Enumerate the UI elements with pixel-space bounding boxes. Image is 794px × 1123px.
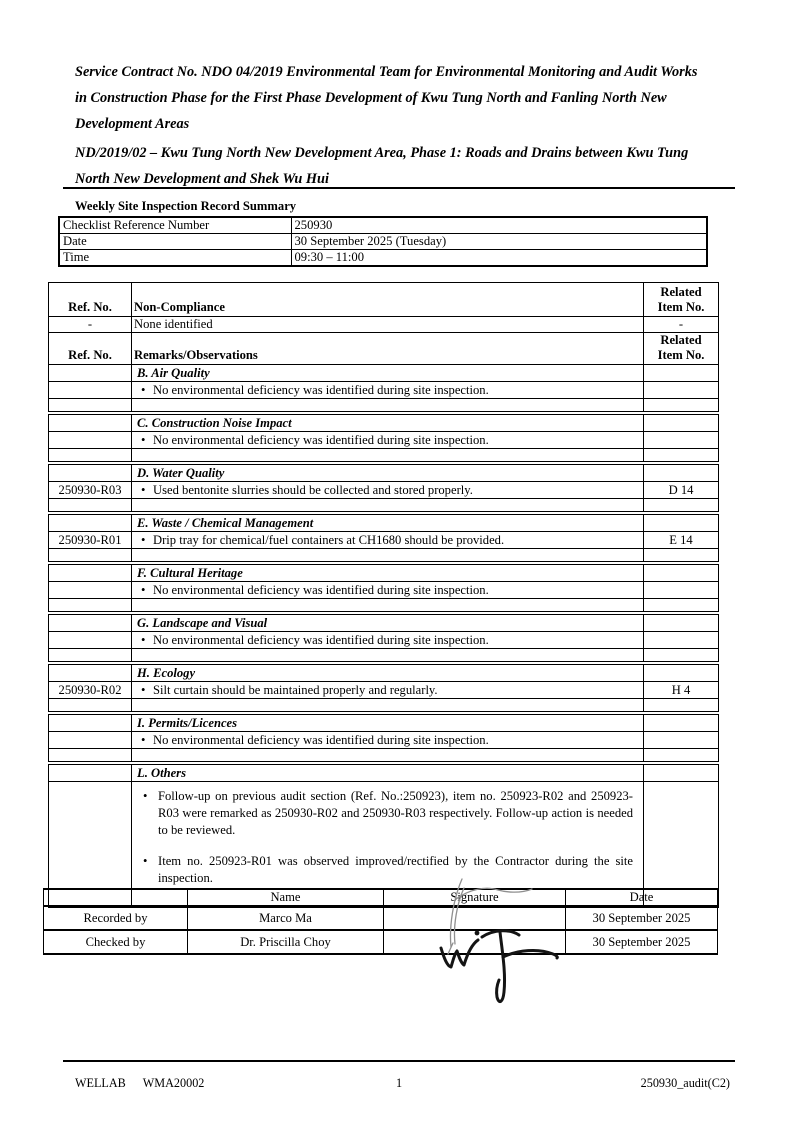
col-header-ref-no: Ref. No. xyxy=(49,283,132,317)
bullet-glyph: • xyxy=(141,632,146,647)
remark-related xyxy=(644,632,719,649)
summary-label: Checklist Reference Number xyxy=(59,217,291,234)
bullet-glyph: • xyxy=(143,854,148,868)
section-table-waste xyxy=(48,514,719,562)
remark-text: • No environmental deficiency was identified during site inspection. xyxy=(132,382,644,399)
table-row xyxy=(49,732,719,749)
signoff-table xyxy=(43,888,718,955)
footer-company: WELLAB WMA20002 xyxy=(75,1076,205,1090)
followup-paragraph: • Follow-up on previous audit section (Ref. No.:250923), item no. 250923-R02 and 250923-R03 were remarked as 250930-R02 and 250930-R03 respectively. Follow-up action is needed to be reviewed. xyxy=(143,789,633,837)
table-row xyxy=(49,532,719,549)
bullet-glyph: • xyxy=(141,432,146,447)
section-title: C. Construction Noise Impact xyxy=(132,415,644,432)
remark-related xyxy=(644,382,719,399)
section-row xyxy=(49,715,719,732)
table-row xyxy=(49,317,719,333)
remark-text: • No environmental deficiency was identified during site inspection. xyxy=(132,632,644,649)
section-title: L. Others xyxy=(132,765,644,782)
summary-title: Weekly Site Inspection Record Summary xyxy=(75,199,297,213)
contract-title: Service Contract No. NDO 04/2019 Environmental Team for Environmental Monitoring and Audit Works in Construction Phase for the First Phase Development of Kwu Tung North and Fanling North New Development Areas xyxy=(75,64,698,132)
summary-value: 09:30 – 11:00 xyxy=(291,250,707,267)
remark-ref xyxy=(49,732,132,749)
section-row xyxy=(49,665,719,682)
remark-related: D 14 xyxy=(644,482,719,499)
summary-value: 250930 xyxy=(291,217,707,234)
col-header-ref-no: Ref. No. xyxy=(49,333,132,365)
spacer-row xyxy=(49,599,719,612)
section-table-others xyxy=(48,764,719,908)
section-row xyxy=(49,565,719,582)
nc-related-value: - xyxy=(644,317,719,333)
summary-label: Time xyxy=(59,250,291,267)
bullet-glyph: • xyxy=(141,732,146,747)
section-title: D. Water Quality xyxy=(132,465,644,482)
remark-text: • No environmental deficiency was identified during site inspection. xyxy=(132,432,644,449)
spacer-row xyxy=(49,499,719,512)
remark-text: • No environmental deficiency was identified during site inspection. xyxy=(132,732,644,749)
signoff-role: Checked by xyxy=(44,930,188,954)
remark-text: • Used bentonite slurries should be collected and stored properly. xyxy=(132,482,644,499)
section-table-cultural xyxy=(48,564,719,612)
section-table-noise xyxy=(48,414,719,462)
table-row xyxy=(49,482,719,499)
spacer-row xyxy=(49,649,719,662)
table-row xyxy=(49,632,719,649)
remark-related: E 14 xyxy=(644,532,719,549)
bullet-glyph: • xyxy=(141,532,146,547)
table-row xyxy=(49,382,719,399)
bullet-glyph: • xyxy=(143,789,148,803)
section-table-permits xyxy=(48,714,719,762)
section-table-water xyxy=(48,464,719,512)
remark-text: • Silt curtain should be maintained properly and regularly. xyxy=(132,682,644,699)
section-title: E. Waste / Chemical Management xyxy=(132,515,644,532)
spacer-row xyxy=(49,749,719,762)
remark-ref: 250930-R02 xyxy=(49,682,132,699)
signoff-role: Recorded by xyxy=(44,906,188,930)
section-row xyxy=(49,765,719,782)
section-row xyxy=(49,615,719,632)
bullet-glyph: • xyxy=(141,682,146,697)
followup-paragraph: • Item no. 250923-R01 was observed improved/rectified by the Contractor during the site inspection. xyxy=(143,854,633,885)
table-row xyxy=(44,906,718,930)
signoff-name: Dr. Priscilla Choy xyxy=(188,930,384,954)
col-header-related-item: Related Item No. xyxy=(644,283,719,317)
remark-related xyxy=(644,432,719,449)
table-row xyxy=(59,234,707,250)
section-title: G. Landscape and Visual xyxy=(132,615,644,632)
table-row xyxy=(49,682,719,699)
signoff-date: 30 September 2025 xyxy=(566,906,718,930)
spacer-row xyxy=(49,549,719,562)
table-row xyxy=(59,217,707,234)
section-row xyxy=(49,465,719,482)
page-footer xyxy=(63,1076,735,1092)
remark-ref: 250930-R03 xyxy=(49,482,132,499)
section-row-air-quality xyxy=(49,365,719,382)
bullet-glyph: • xyxy=(141,482,146,497)
section-title: B. Air Quality xyxy=(132,365,644,382)
signoff-name: Marco Ma xyxy=(188,906,384,930)
section-title: H. Ecology xyxy=(132,665,644,682)
header-divider xyxy=(63,187,735,189)
nc-text: None identified xyxy=(132,317,644,333)
table-row xyxy=(49,582,719,599)
signoff-date: 30 September 2025 xyxy=(566,930,718,954)
table-row xyxy=(59,250,707,267)
inspection-record-region xyxy=(48,282,718,910)
col-header-date: Date xyxy=(566,889,718,906)
col-header-signature: Signature xyxy=(384,889,566,906)
remark-ref xyxy=(49,432,132,449)
col-header-related-item: Related Item No. xyxy=(644,333,719,365)
section-title: I. Permits/Licences xyxy=(132,715,644,732)
table-row xyxy=(44,889,718,906)
summary-value: 30 September 2025 (Tuesday) xyxy=(291,234,707,250)
bullet-glyph: • xyxy=(141,382,146,397)
noncompliance-table xyxy=(48,282,719,412)
table-row xyxy=(49,283,719,317)
remark-text: • No environmental deficiency was identified during site inspection. xyxy=(132,582,644,599)
bullet-glyph: • xyxy=(141,582,146,597)
signature-cell xyxy=(384,906,566,930)
remark-text: • Drip tray for chemical/fuel containers at CH1680 should be provided. xyxy=(132,532,644,549)
summary-label: Date xyxy=(59,234,291,250)
section-table-ecology xyxy=(48,664,719,712)
contract-subtitle: ND/2019/02 – Kwu Tung North New Development Area, Phase 1: Roads and Drains between Kwu Tung North New Development and Shek Wu Hui xyxy=(75,145,689,187)
table-row xyxy=(49,432,719,449)
page-number: 1 xyxy=(395,1076,403,1090)
section-title: F. Cultural Heritage xyxy=(132,565,644,582)
spacer-row xyxy=(49,449,719,462)
section-row xyxy=(49,415,719,432)
remark-ref: 250930-R01 xyxy=(49,532,132,549)
table-row xyxy=(44,930,718,954)
signature-cell xyxy=(384,930,566,954)
col-header-remarks: Remarks/Observations xyxy=(132,333,644,365)
remark-related: H 4 xyxy=(644,682,719,699)
remark-ref xyxy=(49,382,132,399)
remark-ref xyxy=(49,582,132,599)
spacer-row xyxy=(49,699,719,712)
col-header-name: Name xyxy=(188,889,384,906)
summary-table xyxy=(58,216,708,267)
remark-related xyxy=(644,582,719,599)
table-row xyxy=(49,333,719,365)
section-row xyxy=(49,515,719,532)
nc-ref-value: - xyxy=(49,317,132,333)
col-header-non-compliance: Non-Compliance xyxy=(132,283,644,317)
contract-header xyxy=(75,59,708,195)
spacer-row xyxy=(49,399,719,412)
footer-document-id: 250930_audit(C2) xyxy=(640,1076,730,1090)
section-table-landscape xyxy=(48,614,719,662)
footer-divider xyxy=(63,1060,735,1062)
remark-related xyxy=(644,732,719,749)
remark-ref xyxy=(49,632,132,649)
